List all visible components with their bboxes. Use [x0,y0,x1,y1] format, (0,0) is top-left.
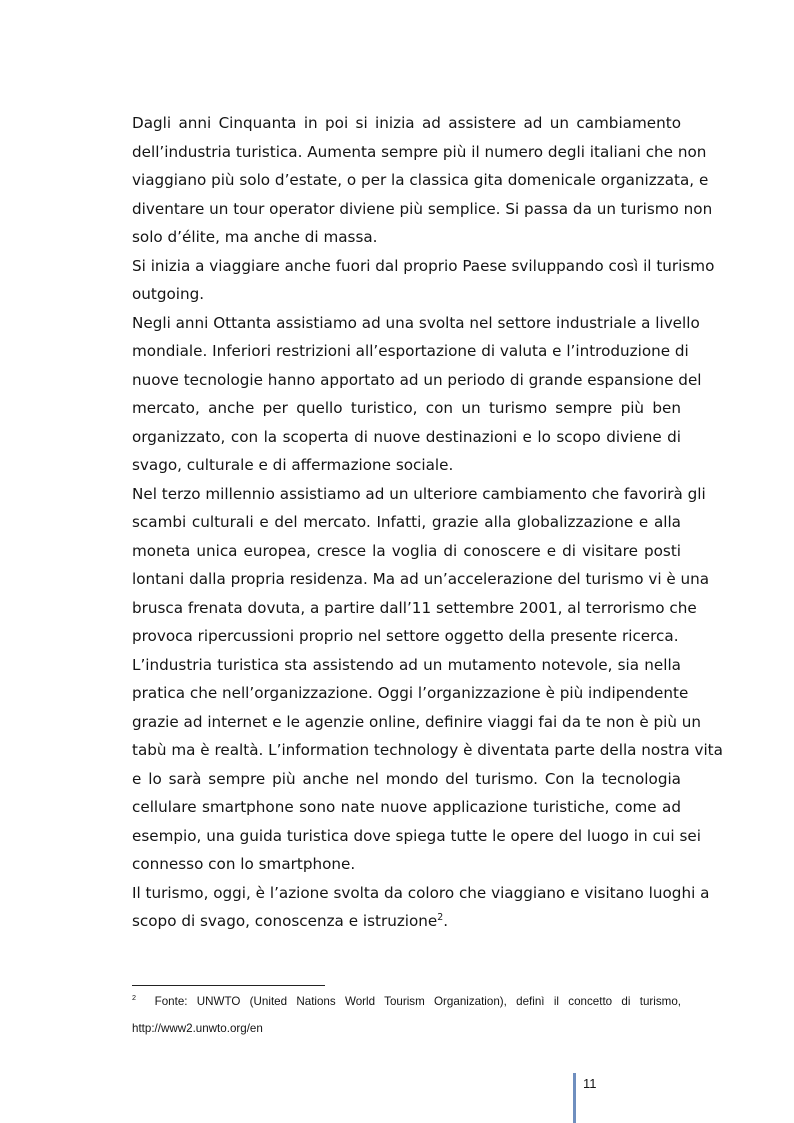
body-line: esempio, una guida turistica dove spiega tutte le opere del luogo in cui sei [132,826,701,845]
body-line: mondiale. Inferiori restrizioni all’esportazione di valuta e l’introduzione di [132,342,689,360]
body-line-last [132,907,681,936]
body-line: dell’industria turistica. Aumenta sempre più il numero degli italiani che non [132,142,707,161]
body-line: outgoing. [132,285,205,303]
footnote-url[interactable]: http://www2.unwto.org/en [132,1022,263,1035]
footnote-line [132,988,681,1015]
body-line: Il turismo, oggi, è l’azione svolta da coloro che viaggiano e visitano luoghi a [132,883,710,902]
body-line-text: scopo di svago, conoscenza e istruzione [132,912,438,930]
body-line: e lo sarà sempre più anche nel mondo del turismo. Con la tecnologia [132,769,681,788]
body-line: mercato, anche per quello turistico, con un turismo sempre più ben [132,399,681,417]
page-number-bar [573,1073,576,1123]
body-line: brusca frenata dovuta, a partire dall’11 settembre 2001, al terrorismo che [132,598,697,617]
body-line: connesso con lo smartphone. [132,855,356,873]
body-line: Dagli anni Cinquanta in poi si inizia ad assistere ad un cambiamento [132,114,681,132]
body-line: solo d’élite, ma anche di massa. [132,228,378,246]
body-line: Negli anni Ottanta assistiamo ad una svolta nel settore industriale a livello [132,313,700,332]
footnote [132,988,681,1042]
footnote-number: 2 [132,993,136,1003]
body-text [132,109,723,936]
final-period: . [443,912,449,930]
page-number: 11 [583,1076,597,1091]
footnote-text: Fonte: UNWTO (United Nations World Tourism Organization), definì il concetto di turismo, [154,995,681,1008]
body-line: nuove tecnologie hanno apportato ad un periodo di grande espansione del [132,370,702,389]
body-line: L’industria turistica sta assistendo ad un mutamento notevole, sia nella [132,655,681,674]
body-line: provoca ripercussioni proprio nel settore oggetto della presente ricerca. [132,627,679,645]
body-line: organizzato, con la scoperta di nuove destinazioni e lo scopo diviene di [132,427,681,446]
footnote-separator [132,985,325,986]
body-line: lontani dalla propria residenza. Ma ad un’accelerazione del turismo vi è una [132,570,710,588]
body-line: cellulare smartphone sono nate nuove applicazione turistiche, come ad [132,798,681,816]
body-line: diventare un tour operator diviene più semplice. Si passa da un turismo non [132,199,713,218]
body-line: moneta unica europea, cresce la voglia di conoscere e di visitare posti [132,541,681,560]
body-line: pratica che nell’organizzazione. Oggi l’organizzazione è più indipendente [132,684,689,702]
body-line: tabù ma è realtà. L’information technology è diventata parte della nostra vita [132,741,723,759]
body-line: viaggiano più solo d’estate, o per la classica gita domenicale organizzata, e [132,171,709,189]
body-line: grazie ad internet e le agenzie online, definire viaggi fai da te non è più un [132,712,702,731]
footnote-ref[interactable]: 2 [437,911,444,923]
body-line: svago, culturale e di affermazione sociale. [132,456,454,474]
body-line: Si inizia a viaggiare anche fuori dal proprio Paese sviluppando così il turismo [132,256,715,275]
body-line: scambi culturali e del mercato. Infatti, grazie alla globalizzazione e alla [132,513,681,531]
body-line: Nel terzo millennio assistiamo ad un ulteriore cambiamento che favorirà gli [132,484,706,503]
